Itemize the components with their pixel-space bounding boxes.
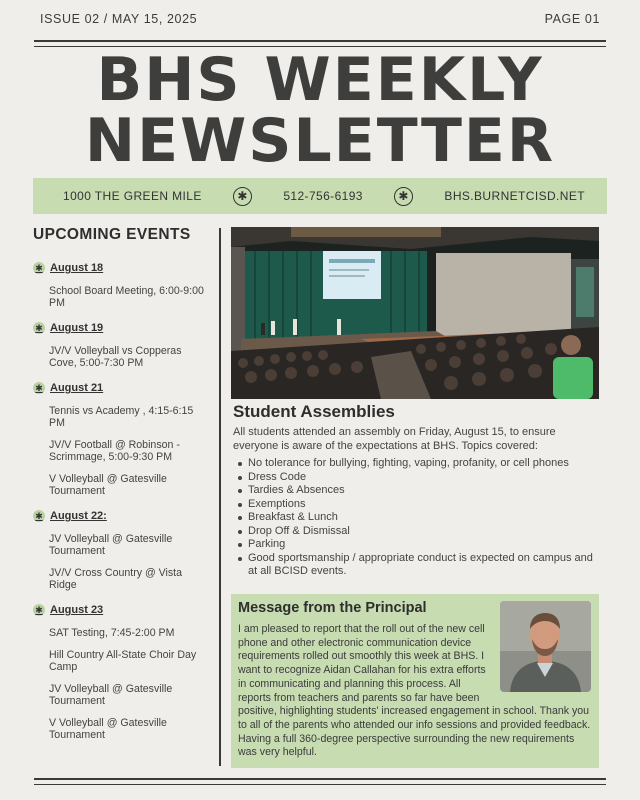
event-item: Tennis vs Academy , 4:15-6:15 PM [49,405,194,429]
assemblies-title: Student Assemblies [233,402,395,421]
title-line-2: NEWSLETTER [84,106,556,176]
issue-date: ISSUE 02 / MAY 15, 2025 [40,12,198,26]
principal-body: I am pleased to report that the roll out of the new cell phone and other electronic communication device requirements rolled out smoothly this week at BHS. I want to recognize Aidan Callahan for his extra efforts in communicating and planning this process. All reports from teachers and parents so far have been positive, highlighting students' increased engagement in school. Thank you to all of the parents who attended our info sessions and provided feedback. Having a full 360-degree perspective surrounding the new requirements was very helpful. [238,623,591,759]
asterisk-icon: ✱ [33,382,45,394]
upcoming-events [33,226,213,754]
topic-item: Dress Code [233,471,599,485]
asterisk-icon: ✱ [33,510,45,522]
event-date-label: August 21 [50,382,104,394]
event-item: SAT Testing, 7:45-2:00 PM [49,627,175,639]
title-line-1: BHS WEEKLY [96,45,544,115]
event-day [33,262,213,309]
phone[interactable]: 512-756-6193 [283,189,363,203]
event-item: V Volleyball @ Gatesville Tournament [49,717,167,741]
principal-portrait [500,601,591,692]
event-date [33,322,213,334]
star-circle-icon: ✱ [394,187,413,206]
events-list [33,262,213,741]
event-date [33,510,213,522]
event-date [33,604,213,616]
event-item: JV/V Cross Country @ Vista Ridge [49,567,183,591]
contact-bar [33,178,607,214]
event-date [33,382,213,394]
assemblies-body [233,426,599,579]
event-day [33,510,213,591]
topic-item: Exemptions [233,498,599,512]
topic-item: Drop Off & Dismissal [233,525,599,539]
newsletter-title [0,45,640,176]
topic-item: Tardies & Absences [233,484,599,498]
principal-title: Message from the Principal [238,600,427,616]
event-day [33,382,213,497]
event-item: JV/V Football @ Robinson - Scrimmage, 5:00-9:30 PM [49,439,180,463]
assemblies-intro: All students attended an assembly on Friday, August 15, to ensure everyone is aware of the expectations at BHS. Topics covered: [233,426,556,452]
event-item: Hill Country All-State Choir Day Camp [49,649,197,673]
star-circle-icon: ✱ [233,187,252,206]
principal-message [231,594,599,768]
event-date-label: August 22: [50,510,107,522]
event-date-label: August 19 [50,322,104,334]
topics-list [233,457,599,579]
topic-item: No tolerance for bullying, fighting, vaping, profanity, or cell phones [233,457,599,471]
issue-bar [40,12,600,26]
asterisk-icon: ✱ [33,604,45,616]
event-day [33,604,213,741]
topic-item: Parking [233,538,599,552]
event-item: JV/V Volleyball vs Copperas Cove, 5:00-7:30 PM [49,345,182,369]
event-item: JV Volleyball @ Gatesville Tournament [49,533,173,557]
event-date [33,262,213,274]
event-item: V Volleyball @ Gatesville Tournament [49,473,167,497]
asterisk-icon: ✱ [33,322,45,334]
event-day [33,322,213,369]
events-heading: UPCOMING EVENTS [33,226,191,243]
website-link[interactable]: BHS.BURNETCISD.NET [444,189,585,203]
assembly-photo [231,227,599,399]
bottom-divider [34,778,606,785]
event-item: School Board Meeting, 6:00-9:00 PM [49,285,204,309]
event-date-label: August 18 [50,262,104,274]
address: 1000 THE GREEN MILE [63,189,202,203]
topic-item: Good sportsmanship / appropriate conduct is expected on campus and at all BCISD events. [233,552,599,579]
event-item: JV Volleyball @ Gatesville Tournament [49,683,173,707]
topic-item: Breakfast & Lunch [233,511,599,525]
asterisk-icon: ✱ [33,262,45,274]
column-divider [219,228,221,766]
event-date-label: August 23 [50,604,104,616]
page-number: PAGE 01 [544,12,600,26]
